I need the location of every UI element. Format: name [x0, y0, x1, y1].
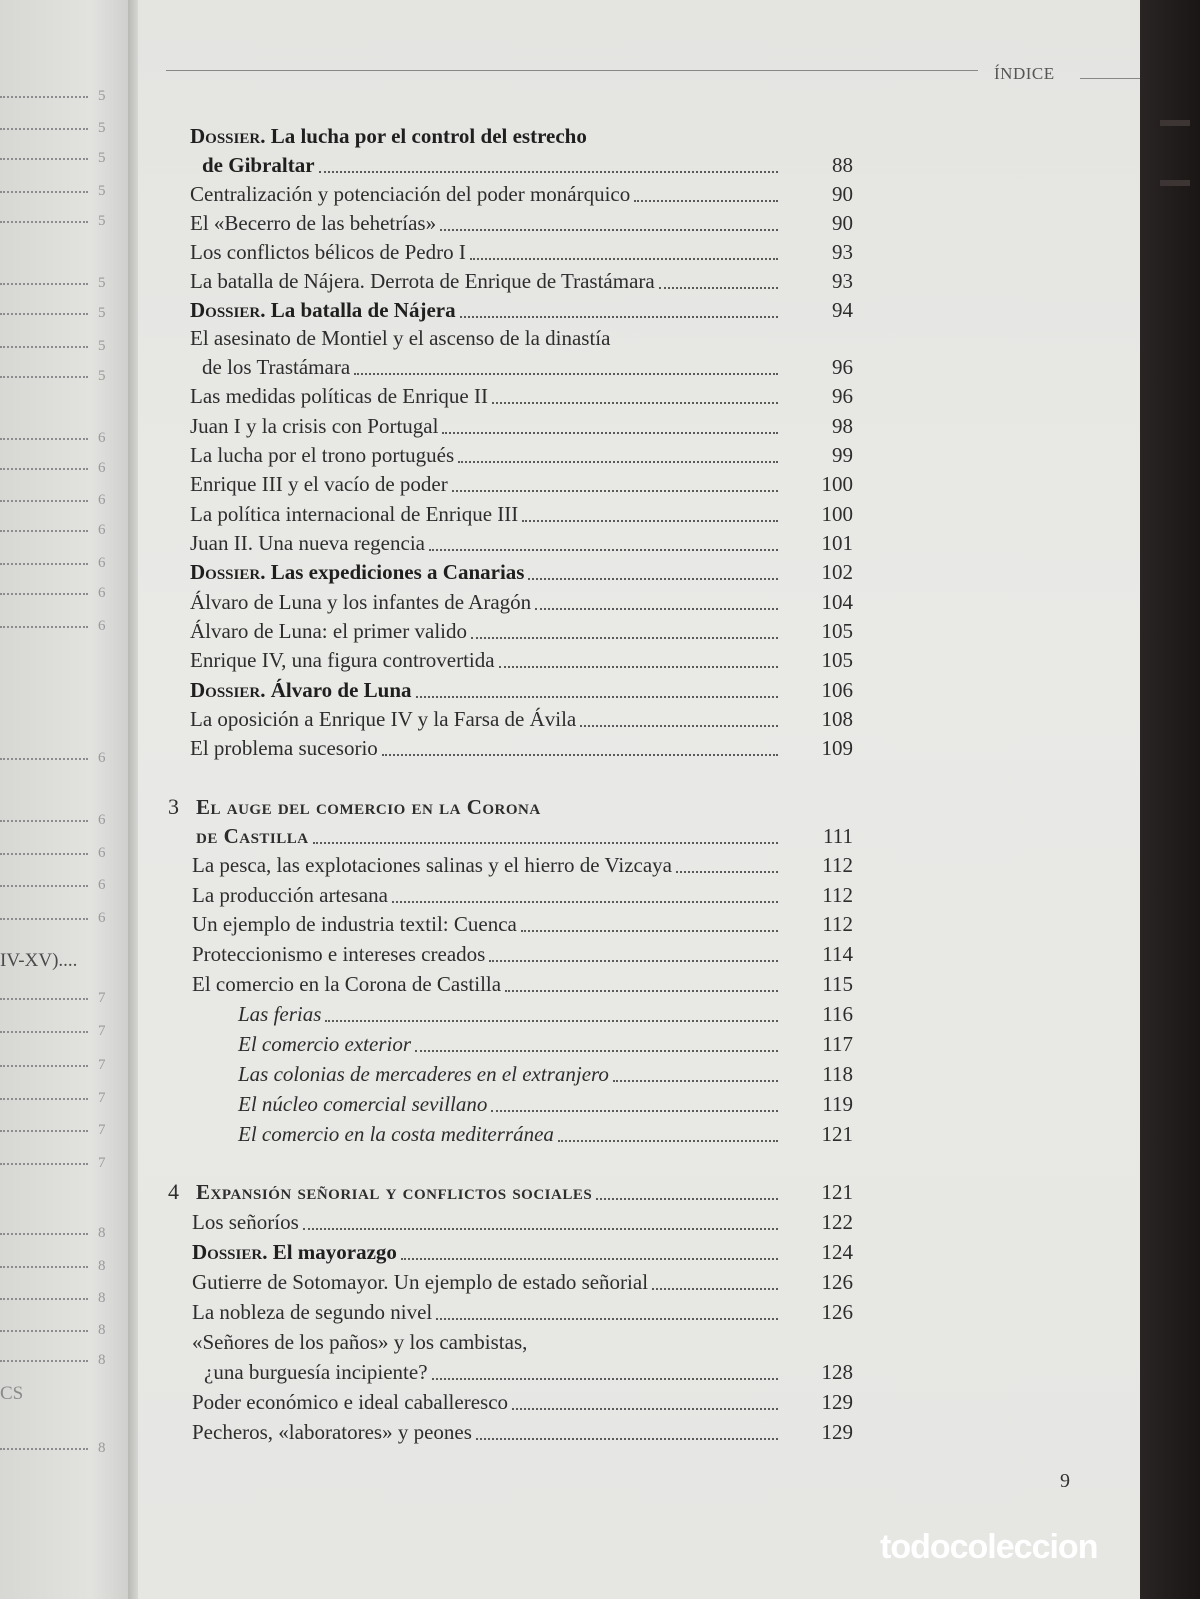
toc-entry: [190, 326, 853, 356]
left-page-leader: [0, 998, 88, 1000]
toc-page-number: 94: [832, 298, 853, 322]
toc-entry-title: El «Becerro de las behetrías»: [190, 211, 437, 235]
left-page-number: 5: [98, 150, 106, 166]
left-page-entry: [0, 275, 125, 299]
chapter-number: 4: [168, 1179, 179, 1204]
edge-mark: [1160, 180, 1190, 186]
toc-page-number: 108: [821, 707, 853, 731]
left-page-leader: [0, 1298, 88, 1300]
toc-entry: [190, 211, 853, 241]
dot-leader: [522, 520, 778, 522]
left-page-number: 8: [98, 1290, 106, 1306]
toc-entry: [190, 736, 853, 766]
left-page-number: 6: [98, 845, 106, 861]
dot-leader: [392, 901, 778, 903]
dot-leader: [652, 1288, 778, 1290]
left-page-entry: [0, 877, 125, 901]
toc-entry: [192, 853, 853, 883]
left-page-leader: [0, 500, 88, 502]
left-page-leader: [0, 758, 88, 760]
left-page-fragment: IV-XV)....: [0, 950, 78, 971]
toc-entry: [196, 824, 853, 854]
toc-entry: [192, 1420, 853, 1450]
left-page-number: 8: [98, 1225, 106, 1241]
dot-leader: [471, 637, 778, 639]
toc-entry: [202, 153, 853, 183]
dot-leader: [429, 549, 778, 551]
toc-entry: [190, 707, 853, 737]
left-page-entry: [0, 1322, 125, 1346]
toc-entry-title: Las medidas políticas de Enrique II: [190, 384, 488, 408]
dot-leader: [535, 608, 778, 610]
toc-page-number: 100: [821, 472, 853, 496]
left-page-entry: [0, 1440, 125, 1464]
dot-leader: [313, 842, 778, 844]
toc-page-number: 93: [832, 269, 853, 293]
toc-entry-title: Los señoríos: [192, 1210, 299, 1234]
toc-page-number: 105: [821, 619, 853, 643]
toc-entry-title: Enrique IV, una figura controvertida: [190, 648, 495, 672]
left-page-number: 5: [98, 275, 106, 291]
left-page-leader: [0, 626, 88, 628]
left-page-leader: [0, 191, 88, 193]
toc-entry-title: Proteccionismo e intereses creados: [192, 942, 486, 966]
toc-entry: [192, 942, 853, 972]
toc-page-number: 117: [822, 1032, 853, 1056]
toc-entry-title: Dossier. La lucha por el control del estrecho: [190, 124, 587, 148]
page-number: 9: [1060, 1470, 1070, 1492]
toc-entry-title: El auge del comercio en la Corona: [196, 795, 541, 819]
toc-page-number: 126: [821, 1270, 853, 1294]
left-page-number: 6: [98, 430, 106, 446]
dot-leader: [596, 1198, 778, 1200]
toc-page-number: 121: [821, 1180, 853, 1204]
left-page-leader: [0, 1330, 88, 1332]
dot-leader: [432, 1378, 778, 1380]
watermark-logo: todocoleccion: [880, 1528, 1098, 1566]
left-page-number: 6: [98, 618, 106, 634]
left-page-entry: [0, 990, 125, 1014]
toc-entry-title: Las ferias: [238, 1002, 322, 1026]
chapter-number: 3: [168, 794, 179, 819]
left-page-leader: [0, 1031, 88, 1033]
toc-entry: [192, 1390, 853, 1420]
toc-entry-title: La producción artesana: [192, 883, 388, 907]
left-page-entry: [0, 183, 125, 207]
toc-page-number: 96: [832, 355, 853, 379]
dot-leader: [319, 171, 778, 173]
toc-entry-title: Gutierre de Sotomayor. Un ejemplo de estado señorial: [192, 1270, 649, 1294]
left-page-leader: [0, 1233, 88, 1235]
left-page-number: 7: [98, 1122, 106, 1138]
toc-entry: [190, 443, 853, 473]
toc-page-number: 126: [821, 1300, 853, 1324]
left-page-leader: [0, 1130, 88, 1132]
left-page-entry: [0, 430, 125, 454]
toc-entry-title: Juan II. Una nueva regencia: [190, 531, 425, 555]
toc-entry-title: La batalla de Nájera. Derrota de Enrique de Trastámara: [190, 269, 655, 293]
left-page-number: 8: [98, 1258, 106, 1274]
dot-leader: [558, 1140, 778, 1142]
dot-leader: [580, 725, 778, 727]
toc-entry-title: El núcleo comercial sevillano: [238, 1092, 488, 1116]
dot-leader: [521, 930, 778, 932]
running-header: ÍNDICE: [994, 64, 1055, 83]
toc-entry-title: Álvaro de Luna y los infantes de Aragón: [190, 590, 532, 614]
toc-entry-title: Los conflictos bélicos de Pedro I: [190, 240, 466, 264]
toc-entry: [190, 472, 853, 502]
edge-mark: [1160, 120, 1190, 126]
left-page-leader: [0, 1098, 88, 1100]
toc-page-number: 129: [821, 1390, 853, 1414]
toc-entry-title: El comercio en la Corona de Castilla: [192, 972, 502, 996]
left-page-number: 6: [98, 585, 106, 601]
toc-entry-title: Álvaro de Luna: el primer valido: [190, 619, 467, 643]
next-book-edge: [1140, 0, 1200, 1599]
toc-entry: [190, 619, 853, 649]
left-page-entry: [0, 492, 125, 516]
toc-entry-title: ¿una burguesía incipiente?: [204, 1360, 428, 1384]
left-page-entry: [0, 88, 125, 112]
left-page-entry: [0, 213, 125, 237]
left-page-leader: [0, 221, 88, 223]
dot-leader: [354, 373, 778, 375]
dot-leader: [401, 1258, 778, 1260]
left-page-number: 6: [98, 555, 106, 571]
book-spine: [128, 0, 138, 1599]
toc-page-number: 99: [832, 443, 853, 467]
left-page-leader: [0, 918, 88, 920]
left-page-number: 5: [98, 305, 106, 321]
toc-entry-title: Dossier. El mayorazgo: [192, 1240, 397, 1264]
left-page-number: 7: [98, 1023, 106, 1039]
left-page-number: 5: [98, 213, 106, 229]
toc-entry: [190, 182, 853, 212]
dot-leader: [676, 871, 778, 873]
toc-entry-title: Centralización y potenciación del poder monárquico: [190, 182, 631, 206]
toc-page-number: 102: [821, 560, 853, 584]
left-page-leader: [0, 1448, 88, 1450]
toc-page-number: 98: [832, 414, 853, 438]
facing-left-page: [0, 0, 130, 1599]
toc-page-number: 129: [821, 1420, 853, 1444]
left-page-entry: [0, 618, 125, 642]
toc-page-number: 112: [822, 853, 853, 877]
left-page-leader: [0, 885, 88, 887]
left-page-entry: [0, 338, 125, 362]
toc-entry: [190, 678, 853, 708]
toc-entry-title: de Castilla: [196, 824, 309, 848]
toc-entry: [204, 1360, 853, 1390]
left-page-entry: [0, 460, 125, 484]
toc-page-number: 100: [821, 502, 853, 526]
dot-leader: [460, 316, 778, 318]
dot-leader: [415, 1050, 778, 1052]
toc-entry-title: Las colonias de mercaderes en el extranjero: [238, 1062, 609, 1086]
dot-leader: [491, 1110, 778, 1112]
left-page-entry: [0, 368, 125, 392]
toc-entry-title: Poder económico e ideal caballeresco: [192, 1390, 509, 1414]
left-page-leader: [0, 128, 88, 130]
toc-entry-title: La política internacional de Enrique III: [190, 502, 519, 526]
toc-entry-title: Expansión señorial y conflictos sociales: [196, 1180, 593, 1204]
toc-page-number: 122: [821, 1210, 853, 1234]
dot-leader: [470, 258, 778, 260]
left-page-leader: [0, 1065, 88, 1067]
left-page-entry: [0, 750, 125, 774]
toc-entry-title: Dossier. Álvaro de Luna: [190, 678, 412, 702]
left-page-entry: [0, 120, 125, 144]
dot-leader: [512, 1408, 778, 1410]
left-page-number: 8: [98, 1440, 106, 1456]
left-page-number: 6: [98, 750, 106, 766]
left-page-leader: [0, 1266, 88, 1268]
left-page-number: 6: [98, 910, 106, 926]
left-page-entry: [0, 812, 125, 836]
left-page-number: 7: [98, 1057, 106, 1073]
toc-entry: [202, 355, 853, 385]
toc-entry: [168, 1179, 853, 1210]
toc-entry-title: La pesca, las explotaciones salinas y el hierro de Vizcaya: [192, 853, 672, 877]
toc-entry-title: Enrique III y el vacío de poder: [190, 472, 448, 496]
dot-leader: [452, 490, 778, 492]
left-page-leader: [0, 346, 88, 348]
left-page-number: 8: [98, 1322, 106, 1338]
toc-entry-title: Dossier. La batalla de Nájera: [190, 298, 456, 322]
toc-page-number: 106: [821, 678, 853, 702]
toc-entry: [190, 124, 853, 154]
toc-page-number: 115: [822, 972, 853, 996]
left-page-number: 5: [98, 120, 106, 136]
toc-entry: [238, 1062, 853, 1092]
toc-entry-title: de los Trastámara: [202, 355, 351, 379]
toc-entry-title: La lucha por el trono portugués: [190, 443, 455, 467]
toc-page-number: 111: [823, 824, 853, 848]
toc-entry: [190, 269, 853, 299]
dot-leader: [489, 960, 778, 962]
left-page-entry: [0, 1057, 125, 1081]
toc-entry-title: El comercio en la costa mediterránea: [238, 1122, 554, 1146]
dot-leader: [499, 666, 778, 668]
toc-entry: [238, 1002, 853, 1032]
left-page-number: 7: [98, 990, 106, 1006]
left-page-entry: [0, 845, 125, 869]
toc-page-number: 124: [821, 1240, 853, 1264]
toc-entry: [190, 590, 853, 620]
toc-page-number: 105: [821, 648, 853, 672]
toc-entry: [238, 1092, 853, 1122]
header-rule: [166, 70, 978, 71]
dot-leader: [528, 578, 778, 580]
left-page-number: 6: [98, 812, 106, 828]
dot-leader: [303, 1228, 778, 1230]
toc-page-number: 119: [822, 1092, 853, 1116]
toc-entry: [192, 972, 853, 1002]
toc-entry-title: «Señores de los paños» y los cambistas,: [192, 1330, 528, 1354]
toc-entry: [192, 1300, 853, 1330]
toc-entry: [192, 1210, 853, 1240]
dot-leader: [416, 696, 778, 698]
left-page-number: 6: [98, 492, 106, 508]
left-page-entry: [0, 555, 125, 579]
toc-entry-title: La nobleza de segundo nivel: [192, 1300, 433, 1324]
toc-entry: [190, 502, 853, 532]
left-page-number: 5: [98, 183, 106, 199]
left-page-entry: [0, 1258, 125, 1282]
toc-page-number: 90: [832, 211, 853, 235]
left-page-leader: [0, 853, 88, 855]
dot-leader: [505, 990, 778, 992]
toc-entry-title: El problema sucesorio: [190, 736, 378, 760]
left-page-entry: [0, 585, 125, 609]
dot-leader: [476, 1438, 778, 1440]
left-page-number: 5: [98, 88, 106, 104]
toc-entry-title: de Gibraltar: [202, 153, 315, 177]
toc-page-number: 112: [822, 912, 853, 936]
toc-entry-title: Juan I y la crisis con Portugal: [190, 414, 439, 438]
toc-entry-title: Un ejemplo de industria textil: Cuenca: [192, 912, 517, 936]
left-page-entry: [0, 1122, 125, 1146]
dot-leader: [382, 754, 778, 756]
left-page-entry: [0, 1090, 125, 1114]
left-page-leader: [0, 1163, 88, 1165]
toc-page-number: 96: [832, 384, 853, 408]
toc-page-number: 116: [822, 1002, 853, 1026]
toc-entry-title: La oposición a Enrique IV y la Farsa de Ávila: [190, 707, 577, 731]
left-page-leader: [0, 283, 88, 285]
dot-leader: [492, 402, 778, 404]
toc-page-number: 93: [832, 240, 853, 264]
toc-entry: [190, 414, 853, 444]
left-page-number: 7: [98, 1155, 106, 1171]
left-page-leader: [0, 820, 88, 822]
toc-entry: [192, 1330, 853, 1360]
toc-page-number: 118: [822, 1062, 853, 1086]
toc-entry: [192, 1240, 853, 1270]
toc-page-number: 90: [832, 182, 853, 206]
toc-entry: [190, 560, 853, 590]
toc-entry: [192, 912, 853, 942]
toc-page-number: 112: [822, 883, 853, 907]
left-page-entry: [0, 1352, 125, 1376]
left-page-leader: [0, 563, 88, 565]
toc-page-number: 109: [821, 736, 853, 760]
toc-entry: [238, 1032, 853, 1062]
left-page-leader: [0, 530, 88, 532]
toc-page-number: 128: [821, 1360, 853, 1384]
toc-entry-title: Pecheros, «laboratores» y peones: [192, 1420, 472, 1444]
left-page-number: 5: [98, 368, 106, 384]
left-page-leader: [0, 468, 88, 470]
toc-entry: [190, 384, 853, 414]
left-page-entry: [0, 910, 125, 934]
left-page-entry: [0, 522, 125, 546]
toc-entry: [192, 883, 853, 913]
left-page-entry: [0, 150, 125, 174]
left-page-number: 6: [98, 877, 106, 893]
header-rule-right: [1080, 78, 1140, 79]
left-page-number: 6: [98, 522, 106, 538]
left-page-entry: [0, 1225, 125, 1249]
left-page-leader: [0, 313, 88, 315]
toc-entry: [190, 298, 853, 328]
left-page-number: 8: [98, 1352, 106, 1368]
dot-leader: [325, 1020, 778, 1022]
left-page-leader: [0, 1360, 88, 1362]
toc-entry-title: El asesinato de Montiel y el ascenso de la dinastía: [190, 326, 611, 350]
dot-leader: [442, 432, 778, 434]
left-page-entry: [0, 1155, 125, 1179]
left-page-leader: [0, 593, 88, 595]
toc-entry: [190, 240, 853, 270]
toc-entry: [190, 648, 853, 678]
toc-page-number: 114: [822, 942, 853, 966]
dot-leader: [659, 287, 778, 289]
left-page-leader: [0, 158, 88, 160]
toc-entry: [238, 1122, 853, 1152]
dot-leader: [613, 1080, 778, 1082]
toc-entry: [190, 531, 853, 561]
toc-entry-title: Dossier. Las expediciones a Canarias: [190, 560, 525, 584]
left-page-leader: [0, 376, 88, 378]
left-page-number: 6: [98, 460, 106, 476]
toc-page-number: 104: [821, 590, 853, 614]
toc-entry-title: El comercio exterior: [238, 1032, 411, 1056]
toc-page-number: 121: [821, 1122, 853, 1146]
toc-entry: [192, 1270, 853, 1300]
toc-page-number: 101: [821, 531, 853, 555]
left-page-number: 7: [98, 1090, 106, 1106]
left-page-entry: [0, 1023, 125, 1047]
left-page-entry: [0, 305, 125, 329]
left-page-entry: [0, 1290, 125, 1314]
left-page-fragment-2: CS: [0, 1383, 24, 1404]
left-page-leader: [0, 96, 88, 98]
toc-page-number: 88: [832, 153, 853, 177]
toc-page: [138, 0, 1140, 1599]
dot-leader: [436, 1318, 778, 1320]
left-page-leader: [0, 438, 88, 440]
dot-leader: [458, 461, 778, 463]
toc-entry: [168, 794, 853, 825]
dot-leader: [440, 229, 778, 231]
dot-leader: [634, 200, 778, 202]
left-page-number: 5: [98, 338, 106, 354]
